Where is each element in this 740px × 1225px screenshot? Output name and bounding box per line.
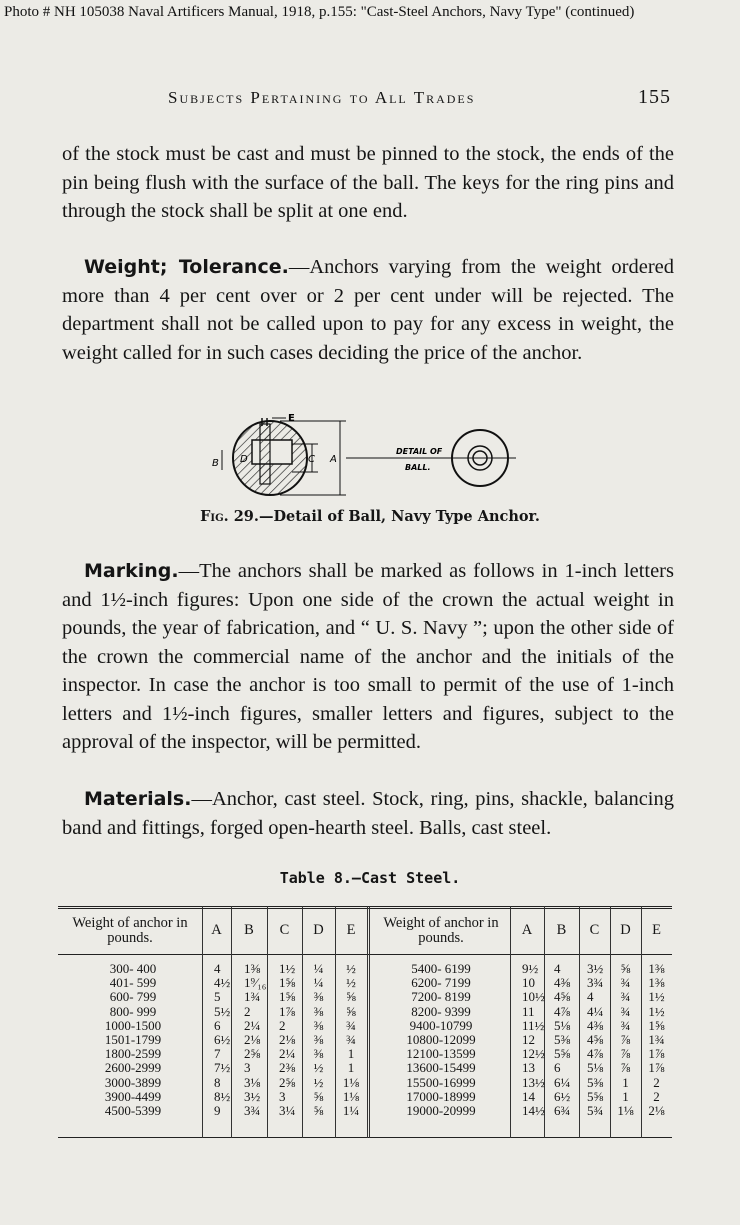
ball-detail-figure xyxy=(200,410,540,506)
column-weight-left xyxy=(88,962,178,1118)
column-b-left-cell: 3¾ xyxy=(244,1102,261,1118)
column-a-left-cell: 5½ xyxy=(214,1003,231,1019)
column-weight-left-cell: 1800-2599 xyxy=(104,1046,162,1062)
column-d-left-cell: ½ xyxy=(313,1074,324,1090)
column-e-left xyxy=(335,962,367,1118)
column-e-left-cell: ¾ xyxy=(346,1031,356,1047)
column-e-right-cell: 1⅜ xyxy=(648,961,665,976)
column-weight-left-cell: 401- 599 xyxy=(109,975,157,991)
column-c-right-cell: 4 xyxy=(587,989,594,1005)
running-header xyxy=(0,86,740,112)
heading-weight-tolerance: Weight; Tolerance. xyxy=(84,256,289,278)
column-e-right-cell: 1⅜ xyxy=(648,975,665,991)
column-e-right-cell: 1⅝ xyxy=(648,1017,665,1033)
column-d-right-cell: ¾ xyxy=(620,1003,631,1019)
paragraph-weight-tolerance xyxy=(62,253,674,367)
text-marking: —The anchors shall be marked as follows in 1-inch letters and 1½-inch figures: Upon one side of the crown the actual weight in pounds, the year of fabrication, and “ U. S. Navy ”; upon the other side of the crown the commercial name of the anchor and the initials of the inspector. In case the anchor is too small to permit of the use of 1-inch letters and 1½-inch figures, smaller letters and figures, subject to the approval of the inspector, will be permitted. xyxy=(62,560,674,753)
column-c-right xyxy=(587,962,609,1118)
column-d-left-cell: ¼ xyxy=(313,961,324,976)
column-d-right-cell: ¾ xyxy=(620,975,631,991)
column-weight-right-cell: 6200- 7199 xyxy=(411,975,471,991)
header-a-right: A xyxy=(521,922,533,938)
column-e-left-cell: 1 xyxy=(347,1060,355,1076)
header-weight-right: Weight of anchor in pounds. xyxy=(383,915,499,946)
header-b-left: B xyxy=(244,922,254,938)
column-weight-right-cell: 12100-13599 xyxy=(406,1046,476,1062)
column-d-left-cell: ½ xyxy=(313,1060,324,1076)
column-b-right-cell: 5⅜ xyxy=(554,1031,571,1047)
column-a-left-cell: 7½ xyxy=(214,1060,231,1076)
column-weight-right-cell: 13600-15499 xyxy=(406,1060,476,1076)
column-d-right-cell: ⅞ xyxy=(620,1060,631,1076)
column-d-left xyxy=(302,962,335,1118)
column-a-right-cell: 14½ xyxy=(522,1102,545,1118)
column-c-left-cell: 2 xyxy=(279,1017,286,1033)
column-e-right-cell: 2⅛ xyxy=(648,1102,665,1118)
column-b-right xyxy=(554,962,578,1118)
column-d-left-cell: ⅜ xyxy=(313,1017,324,1033)
column-c-left-cell: 2¼ xyxy=(279,1046,296,1062)
column-b-right-cell: 6¾ xyxy=(554,1102,571,1118)
header-d-right: D xyxy=(620,922,631,938)
column-b-left-cell: 2 xyxy=(244,1003,251,1019)
column-e-left-cell: ½ xyxy=(346,961,356,976)
column-e-left-cell: ⅝ xyxy=(346,1003,356,1019)
column-weight-left-cell: 300- 400 xyxy=(109,961,157,976)
column-c-right-cell: 3¾ xyxy=(587,975,604,991)
column-e-left-cell: ¾ xyxy=(346,1017,356,1033)
column-d-right-cell: ⅝ xyxy=(620,961,631,976)
column-c-right-cell: 3½ xyxy=(587,961,604,976)
column-d-left-cell: ⅜ xyxy=(313,1031,324,1047)
column-d-right-cell: ⅞ xyxy=(620,1046,631,1062)
column-a-left xyxy=(214,962,234,1118)
page-number: 155 xyxy=(638,86,671,108)
column-b-left-cell: 3⅛ xyxy=(244,1074,261,1090)
label-ball: BALL. xyxy=(405,463,431,472)
column-weight-left-cell: 2600-2999 xyxy=(104,1060,162,1076)
column-a-left-cell: 6½ xyxy=(214,1031,231,1047)
column-d-left-cell: ⅜ xyxy=(313,1003,324,1019)
column-c-right-cell: 5⅝ xyxy=(587,1088,604,1104)
column-d-left-cell: ⅝ xyxy=(313,1102,324,1118)
column-d-right-cell: 1 xyxy=(622,1088,629,1104)
column-c-right-cell: 4⅞ xyxy=(587,1046,604,1062)
column-a-left-cell: 4 xyxy=(214,961,221,976)
cast-steel-table xyxy=(58,906,672,1138)
column-weight-left-cell: 3000-3899 xyxy=(104,1074,162,1090)
column-a-right-cell: 11 xyxy=(522,1003,535,1019)
column-e-left-cell: 1¼ xyxy=(342,1102,360,1118)
column-a-left-cell: 7 xyxy=(214,1046,221,1062)
column-weight-right-cell: 9400-10799 xyxy=(409,1017,473,1033)
heading-marking: Marking. xyxy=(84,560,179,582)
column-d-right-cell: 1⅛ xyxy=(617,1102,634,1118)
column-weight-right-cell: 5400- 6199 xyxy=(411,961,471,976)
column-a-right xyxy=(522,962,544,1118)
column-a-right-cell: 14 xyxy=(522,1088,535,1104)
column-e-right-cell: 1½ xyxy=(648,989,665,1005)
column-e-right-cell: 2 xyxy=(653,1074,660,1090)
column-a-left-cell: 8 xyxy=(214,1074,221,1090)
heading-materials: Materials. xyxy=(84,788,192,810)
text-materials: —Anchor, cast steel. Stock, ring, pins, shackle, balancing band and fittings, forged open-hearth steel. Balls, cast steel. xyxy=(62,788,674,839)
column-weight-left-cell: 1501-1799 xyxy=(104,1031,162,1047)
photo-caption: Photo # NH 105038 Naval Artificers Manual, 1918, p.155: "Cast-Steel Anchors, Navy Type" (continued) xyxy=(4,4,635,20)
column-e-right-cell: 1⅞ xyxy=(648,1060,665,1076)
figure-caption-text: —Detail of Ball, Navy Type Anchor. xyxy=(258,508,540,525)
column-b-left-cell: 2¼ xyxy=(244,1017,261,1033)
column-weight-right-cell: 8200- 9399 xyxy=(411,1003,471,1019)
column-d-right-cell: ¾ xyxy=(620,1017,631,1033)
header-e-right: E xyxy=(652,922,661,938)
column-b-right-cell: 5⅛ xyxy=(554,1017,571,1033)
column-a-right-cell: 12½ xyxy=(522,1046,545,1062)
header-d-left: D xyxy=(313,922,324,938)
column-d-right-cell: ⅞ xyxy=(620,1031,631,1047)
column-c-right-cell: 5¾ xyxy=(587,1102,604,1118)
column-d-right-cell: ¾ xyxy=(620,989,631,1005)
label-d: D xyxy=(240,454,248,465)
column-b-right-cell: 4 xyxy=(554,961,561,976)
column-c-left-cell: 2⅜ xyxy=(279,1060,296,1076)
column-e-right-cell: 1¾ xyxy=(648,1031,665,1047)
column-b-left-cell: 2⅛ xyxy=(244,1031,261,1047)
column-d-right-cell: 1 xyxy=(622,1074,629,1090)
column-a-left-cell: 9 xyxy=(214,1102,221,1118)
column-weight-left-cell: 800- 999 xyxy=(109,1003,157,1019)
column-c-left-cell: 2⅛ xyxy=(279,1031,296,1047)
column-a-left-cell: 5 xyxy=(214,989,221,1005)
column-c-left-cell: 1½ xyxy=(279,961,296,976)
column-e-right-cell: 1½ xyxy=(648,1003,665,1019)
label-b: B xyxy=(212,458,219,469)
column-b-right-cell: 4⅞ xyxy=(554,1003,571,1019)
column-c-right-cell: 4⅝ xyxy=(587,1031,604,1047)
column-e-right-cell: 1⅞ xyxy=(648,1046,665,1062)
column-c-left-cell: 1⅝ xyxy=(279,975,296,991)
column-weight-left-cell: 600- 799 xyxy=(109,989,157,1005)
column-b-left-cell: 3 xyxy=(244,1060,251,1076)
column-weight-right-cell: 19000-20999 xyxy=(406,1102,476,1118)
paragraph-materials xyxy=(62,785,674,842)
column-b-right-cell: 6½ xyxy=(554,1088,571,1104)
column-d-left-cell: ⅜ xyxy=(313,989,324,1005)
column-c-left-cell: 1⅝ xyxy=(279,989,296,1005)
column-d-left-cell: ⅜ xyxy=(313,1046,324,1062)
column-c-right-cell: 4¼ xyxy=(587,1003,604,1019)
header-c-left: C xyxy=(279,922,290,938)
column-c-left-cell: 2⅝ xyxy=(279,1074,296,1090)
column-e-left-cell: ⅝ xyxy=(346,989,356,1005)
column-d-left-cell: ¼ xyxy=(313,975,324,991)
column-c-right-cell: 4⅜ xyxy=(587,1017,604,1033)
label-c: C xyxy=(308,454,315,465)
paragraph-marking xyxy=(62,557,674,757)
running-title: Subjects Pertaining to All Trades xyxy=(168,88,476,107)
column-b-right-cell: 4⅝ xyxy=(554,989,571,1005)
column-c-right-cell: 5⅜ xyxy=(587,1074,604,1090)
label-detail-of: DETAIL OF xyxy=(396,447,443,456)
column-e-right-cell: 2 xyxy=(653,1088,660,1104)
column-a-right-cell: 9½ xyxy=(522,961,539,976)
column-b-left-cell: 1⅜ xyxy=(244,961,261,976)
column-e-left-cell: 1⅛ xyxy=(342,1074,360,1090)
column-e-left-cell: 1⅛ xyxy=(342,1088,360,1104)
header-e-left: E xyxy=(346,922,356,938)
column-b-left-cell: 1¾ xyxy=(244,989,261,1005)
column-weight-left-cell: 1000-1500 xyxy=(104,1017,162,1033)
column-b-left-cell: 1⁹⁄₁₆ xyxy=(244,975,267,991)
column-a-left-cell: 6 xyxy=(214,1017,221,1033)
column-b-left-cell: 3½ xyxy=(244,1088,261,1104)
column-b-right-cell: 4⅜ xyxy=(554,975,571,991)
column-weight-left-cell: 4500-5399 xyxy=(104,1102,162,1118)
column-weight-right xyxy=(376,962,506,1118)
column-weight-right-cell: 17000-18999 xyxy=(406,1088,476,1104)
column-e-right xyxy=(641,962,672,1118)
column-a-left-cell: 8½ xyxy=(214,1088,231,1104)
column-e-left-cell: 1 xyxy=(347,1046,355,1062)
header-weight-left: Weight of anchor in pounds. xyxy=(72,915,188,946)
column-weight-right-cell: 15500-16999 xyxy=(406,1074,476,1090)
column-a-right-cell: 12 xyxy=(522,1031,535,1047)
column-weight-left-cell: 3900-4499 xyxy=(104,1088,162,1104)
column-c-right-cell: 5⅛ xyxy=(587,1060,604,1076)
column-weight-right-cell: 7200- 8199 xyxy=(411,989,471,1005)
column-a-right-cell: 11½ xyxy=(522,1017,545,1033)
column-a-right-cell: 10½ xyxy=(522,989,545,1005)
figure-caption xyxy=(0,508,740,525)
text-weight-tolerance: —Anchors varying from the weight ordered more than 4 per cent over or 2 per cent under will be rejected. The department shall not be called upon to pay for any excess in weight, the weight called for in such cases deciding the price of the anchor. xyxy=(62,256,674,364)
column-b-left-cell: 2⅝ xyxy=(244,1046,261,1062)
header-c-right: C xyxy=(589,922,600,938)
column-b-right-cell: 6¼ xyxy=(554,1074,571,1090)
label-a: A xyxy=(330,454,337,465)
column-c-left-cell: 3 xyxy=(279,1088,286,1104)
header-b-right: B xyxy=(556,922,567,938)
column-d-left-cell: ⅝ xyxy=(313,1088,324,1104)
table-title: Table 8.—Cast Steel. xyxy=(279,869,461,887)
column-a-right-cell: 13 xyxy=(522,1060,535,1076)
column-a-right-cell: 13½ xyxy=(522,1074,545,1090)
paragraph-stock-pins: of the stock must be cast and must be pinned to the stock, the ends of the pin being flush with the surface of the ball. The keys for the ring pins and through the stock shall be split at one end. xyxy=(62,143,674,222)
column-b-right-cell: 6 xyxy=(554,1060,561,1076)
figure-number: Fig. 29. xyxy=(200,508,259,525)
column-b-left xyxy=(244,962,266,1118)
column-e-left-cell: ½ xyxy=(346,975,356,991)
column-weight-right-cell: 10800-12099 xyxy=(406,1031,476,1047)
column-d-right xyxy=(610,962,641,1118)
column-a-left-cell: 4½ xyxy=(214,975,231,991)
column-c-left xyxy=(279,962,301,1118)
label-e: E xyxy=(288,413,295,424)
column-b-right-cell: 5⅝ xyxy=(554,1046,571,1062)
header-a-left: A xyxy=(211,922,222,938)
column-a-right-cell: 10 xyxy=(522,975,535,991)
column-c-left-cell: 1⅞ xyxy=(279,1003,296,1019)
column-c-left-cell: 3¼ xyxy=(279,1102,296,1118)
